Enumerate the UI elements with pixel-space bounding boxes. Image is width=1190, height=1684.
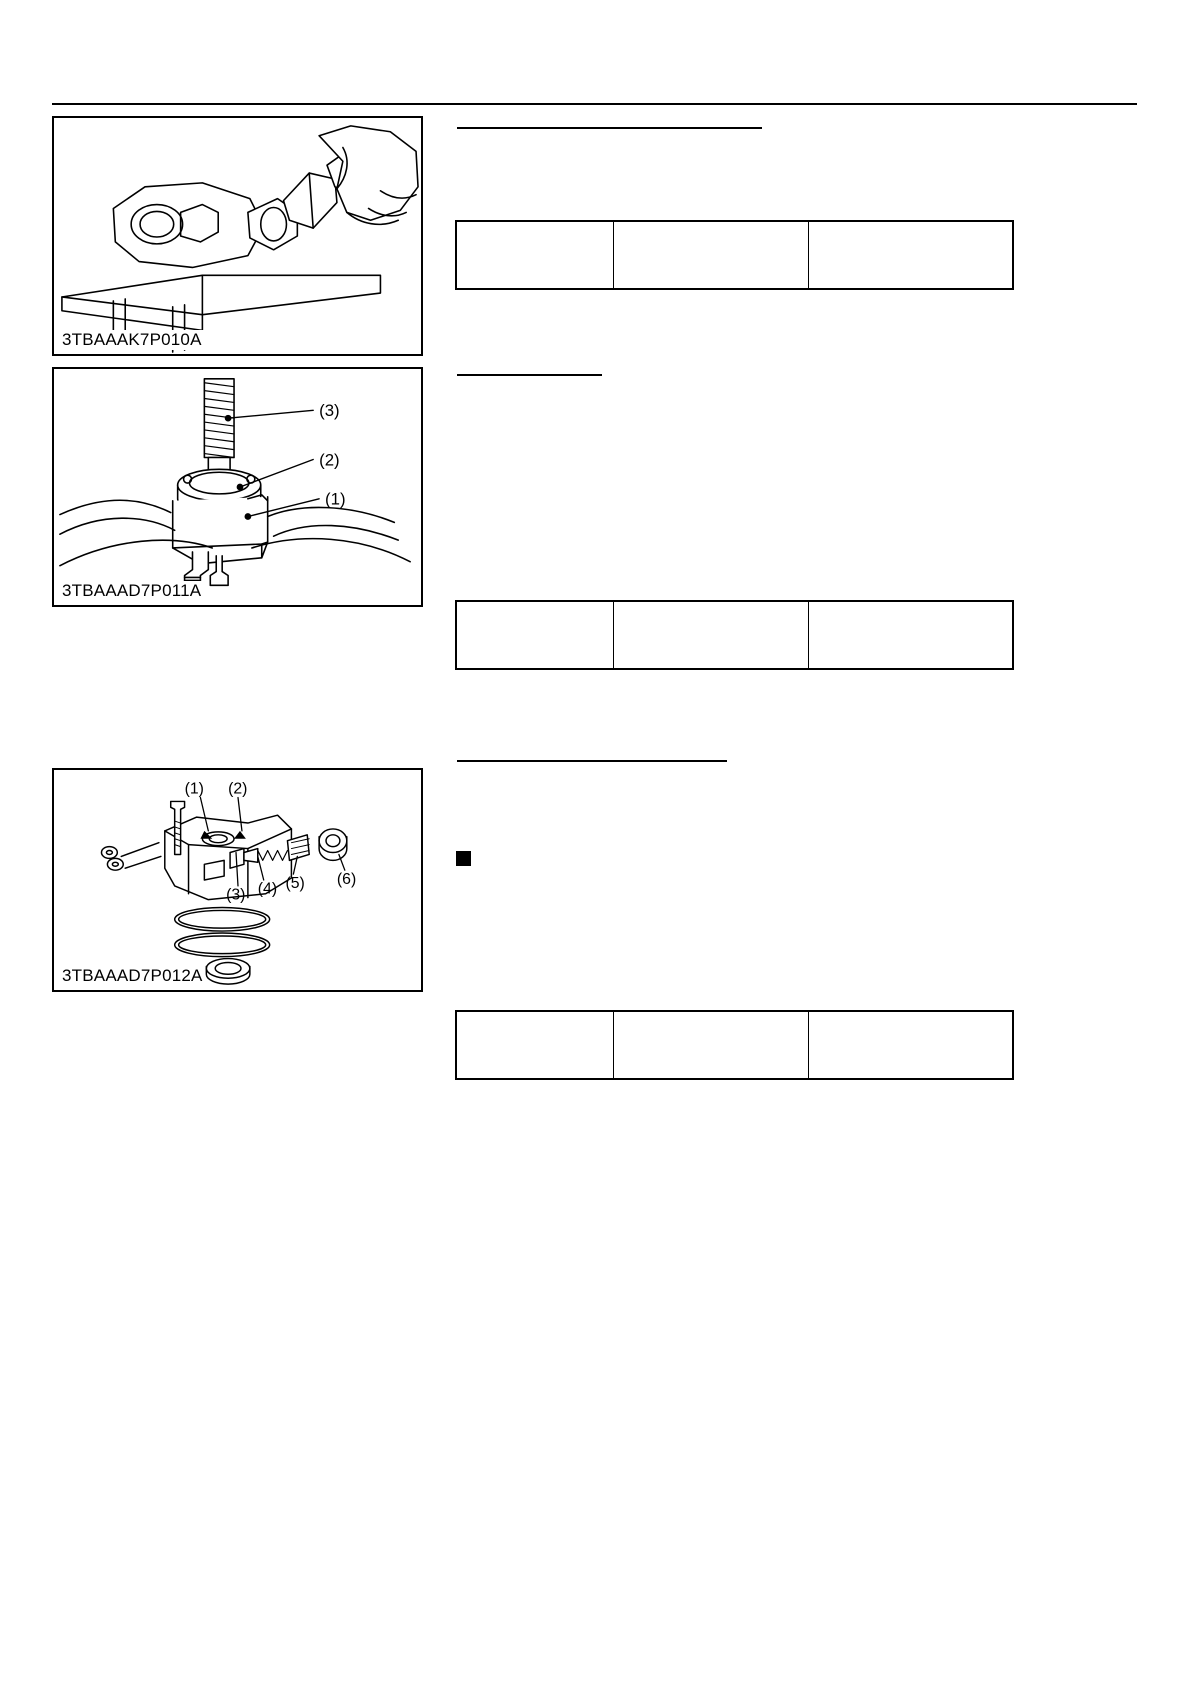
- table-cell: [456, 1011, 613, 1079]
- spec-table-2: [455, 600, 1014, 670]
- figure-1-artwork: [54, 118, 421, 354]
- table-row: [456, 601, 1013, 669]
- svg-text:(3): (3): [226, 886, 246, 904]
- table-cell: [613, 601, 808, 669]
- svg-text:(2): (2): [319, 450, 340, 470]
- svg-text:(1): (1): [325, 489, 346, 509]
- figure-2-artwork: [54, 369, 421, 605]
- svg-text:(5): (5): [285, 874, 305, 892]
- spec-table-1: [455, 220, 1014, 290]
- table-row: [456, 221, 1013, 289]
- figure-3-artwork: [54, 770, 421, 990]
- table-row: [456, 1011, 1013, 1079]
- table-cell: [808, 1011, 1013, 1079]
- section-heading-3: [457, 757, 727, 762]
- figure-valve-exploded-view: [52, 768, 423, 992]
- table-cell: [456, 221, 613, 289]
- figure-1-caption: 3TBAAAK7P010A: [62, 330, 202, 349]
- figure-2-caption: 3TBAAAD7P011A: [62, 581, 202, 600]
- header-rule: [52, 103, 1137, 105]
- table-cell: [456, 601, 613, 669]
- table-cell: [808, 221, 1013, 289]
- section-heading-1: [457, 124, 762, 129]
- figure-3-caption: 3TBAAAD7P012A: [62, 966, 203, 985]
- svg-text:(6): (6): [336, 870, 357, 888]
- figure-steering-column-assembly: [52, 367, 423, 607]
- table-cell: [808, 601, 1013, 669]
- svg-text:(3): (3): [319, 401, 340, 421]
- spec-table-3: [455, 1010, 1014, 1080]
- figure-steering-joint-removal: [52, 116, 423, 356]
- section-heading-2: [457, 371, 602, 376]
- svg-text:(1): (1): [184, 780, 204, 798]
- table-cell: [613, 221, 808, 289]
- bullet-marker-icon: [456, 851, 471, 866]
- svg-text:(4): (4): [257, 880, 278, 898]
- svg-text:(2): (2): [228, 780, 248, 798]
- table-cell: [613, 1011, 808, 1079]
